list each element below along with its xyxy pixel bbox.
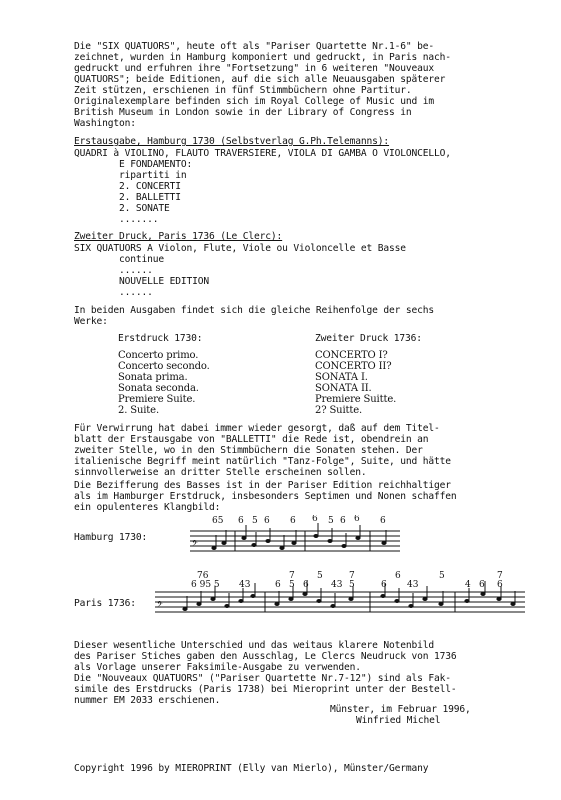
svg-text:6: 6 [380,516,386,526]
signature-name: Winfried Michel [356,715,441,726]
paragraph-line: italienische Begriff meint natürlich "Tanz-Folge", Suite, und hätte [74,456,451,467]
erstdruck-entry: Sonata seconda. [118,383,199,394]
paragraph-line: nummer EM 2033 erschienen. [74,695,221,706]
paragraph-line: als im Hamburger Erstdruck, insbesonders Septimen und Nonen schaffen [74,491,457,502]
comparison-intro-line: Werke: [74,316,108,327]
paragraph-line: Die Bezifferung des Basses ist in der Pariser Edition reichhaltiger [74,480,451,491]
paragraph-line: sinnvollerweise an dritter Stelle erscheinen sollen. [74,467,367,478]
svg-text:76: 76 [197,571,209,581]
zweiter-druck-entry: 2? Suitte. [315,405,363,416]
erstdruck-entry: 2. Suite. [118,405,159,416]
svg-text:6: 6 [264,516,270,526]
paragraph-line: des Pariser Stiches gaben den Ausschlag, Le Clercs Neudruck von 1736 [74,651,457,662]
intro-line: QUATUORS"; beide Editionen, auf die sich alle Neuausgaben späterer [74,74,446,85]
paragraph-line: ein opulenteres Klangbild: [74,502,221,513]
svg-text:6: 6 [303,580,309,590]
svg-text:6: 6 [312,515,318,524]
paragraph-line: Für Verwirrung hat dabei immer wieder gesorgt, daß auf dem Titel- [74,423,440,434]
second-print-line: NOUVELLE EDITION [74,276,210,287]
erstdruck-entry: Concerto primo. [118,350,199,361]
svg-text:6: 6 [238,516,244,526]
first-edition-line: QUADRI à VIOLINO, FLAUTO TRAVERSIERE, VIOLA DI GAMBA O VIOLONCELLO, [74,148,451,159]
paragraph-line: als Vorlage unserer Faksimile-Ausgabe zu verwenden. [74,662,361,673]
svg-text:5: 5 [328,516,334,526]
intro-line: Die "SIX QUATUORS", heute oft als "Pariser Quartette Nr.1-6" be- [74,41,435,52]
svg-text:5: 5 [252,516,258,526]
svg-text:6: 6 [395,571,401,581]
paris-example-label: Paris 1736: [74,598,136,609]
svg-text:5: 5 [349,580,355,590]
svg-text:43: 43 [407,580,419,590]
erstdruck-entry: Premiere Suite. [118,394,196,405]
paragraph-line: Die "Nouveaux QUATUORS" ("Pariser Quartette Nr.7-12") sind als Fak- [74,673,451,684]
svg-text:43: 43 [331,580,343,590]
svg-text:6: 6 [381,580,387,590]
svg-text:4: 4 [465,580,471,590]
first-edition-line: ....... [74,214,159,225]
first-edition-line: 2. CONCERTI [74,181,181,192]
svg-text:43: 43 [239,580,251,590]
svg-text:7: 7 [349,571,355,581]
second-print-heading: Zweiter Druck, Paris 1736 (Le Clerc): [74,231,283,242]
svg-text:5: 5 [289,580,295,590]
hamburg-example-label: Hamburg 1730: [74,532,148,543]
svg-text:6 95 5: 6 95 5 [191,580,220,590]
svg-text:7: 7 [497,571,503,581]
first-edition-line: 2. BALLETTI [74,192,181,203]
zweiter-druck-entry: CONCERTO II? [315,361,392,372]
svg-text:6: 6 [497,580,503,590]
intro-line: gedruckt und erfuhren ihre "Fortsetzung" in 6 weiteren "Nouveaux [74,63,435,74]
svg-text:𝄢: 𝄢 [157,601,163,611]
first-edition-line: E FONDAMENTO: [74,159,193,170]
svg-text:6: 6 [340,516,346,526]
svg-text:5: 5 [317,571,323,581]
comparison-intro-line: In beiden Ausgaben findet sich die gleiche Reihenfolge der sechs [74,305,435,316]
intro-line: British Museum in London sowie in der Library of Congress in [74,107,412,118]
paragraph-line: blatt der Erstausgabe von "BALLETTI" die Rede ist, obendrein an [74,434,429,445]
svg-text:6: 6 [290,516,296,526]
svg-text:𝄢: 𝄢 [192,540,198,550]
erstdruck-entry: Sonata prima. [118,372,188,383]
paragraph-line: zweiter Stelle, wo in den Stimmbüchern die Sonaten stehen. Der [74,445,423,456]
svg-text:6: 6 [275,580,281,590]
svg-text:7: 7 [289,571,295,581]
svg-text:6: 6 [479,580,485,590]
zweiter-druck-entry: CONCERTO I? [315,350,388,361]
second-print-line: ...... [74,265,153,276]
paris-bass-excerpt [155,568,525,620]
first-edition-line: ripartiti in [74,170,187,181]
hamburg-bass-excerpt [190,515,400,560]
svg-text:6: 6 [354,515,360,524]
svg-text:5: 5 [439,571,445,581]
zweiter-druck-entry: Premiere Suitte. [315,394,397,405]
zweiter-druck-entry: SONATA II. [315,383,372,394]
erstdruck-entry: Concerto secondo. [118,361,210,372]
copyright-notice: Copyright 1996 by MIEROPRINT (Elly van Mierlo), Münster/Germany [74,763,429,774]
intro-line: Zeit stützen, erschienen in fünf Stimmbüchern ohne Partitur. [74,85,412,96]
paragraph-line: Dieser wesentliche Unterschied und das weitaus klarere Notenbild [74,640,435,651]
signature-place-date: Münster, im Februar 1996, [330,704,471,715]
first-edition-heading: Erstausgabe, Hamburg 1730 (Selbstverlag G.Ph.Telemanns): [74,136,390,147]
zweiter-druck-header: Zweiter Druck 1736: [315,333,422,344]
svg-text:65: 65 [212,516,224,526]
second-print-line: SIX QUATUORS A Violon, Flute, Viole ou Violoncelle et Basse [74,243,406,254]
intro-line: Washington: [74,118,136,129]
first-edition-line: 2. SONATE [74,203,170,214]
intro-line: zeichnet, wurden in Hamburg komponiert und gedruckt, in Paris nach- [74,52,451,63]
second-print-line: continue [74,254,165,265]
second-print-line: ...... [74,287,153,298]
erstdruck-header: Erstdruck 1730: [118,333,203,344]
intro-line: Originalexemplare befinden sich im Royal College of Music und im [74,96,435,107]
zweiter-druck-entry: SONATA I. [315,372,368,383]
paragraph-line: simile des Erstdrucks (Paris 1738) bei Mieroprint unter der Bestell- [74,684,457,695]
